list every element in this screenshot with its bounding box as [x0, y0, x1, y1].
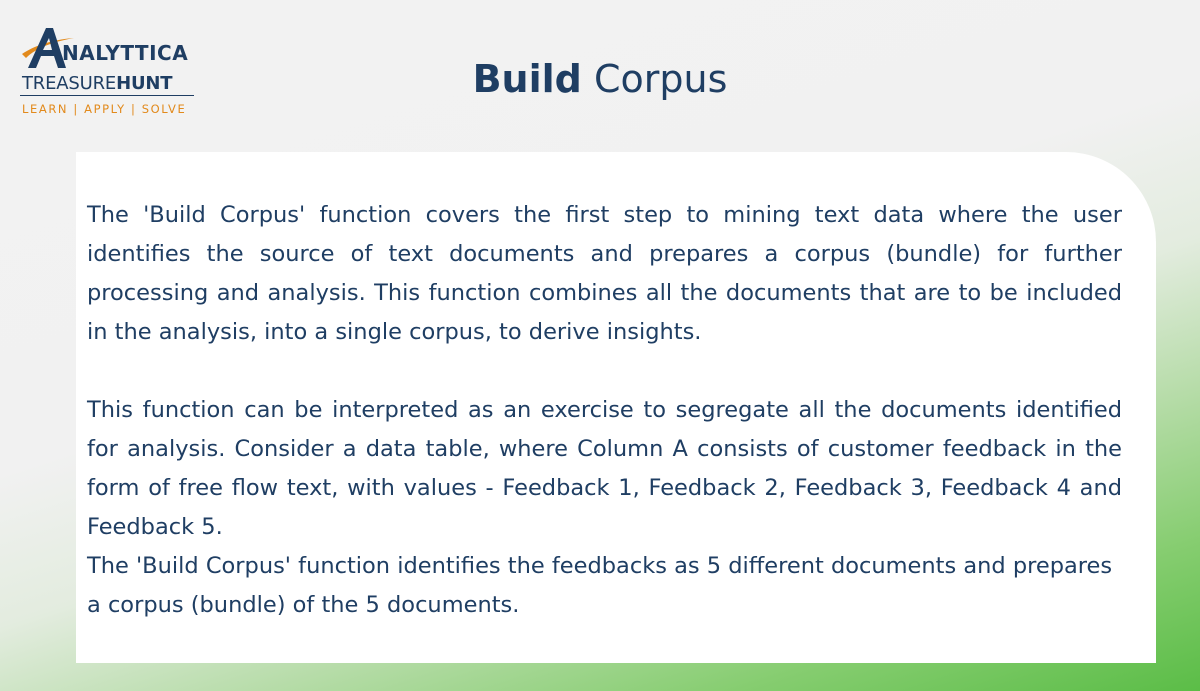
content-card: [76, 152, 1156, 663]
logo-brand-text: NALYTTICA: [62, 41, 189, 65]
paragraph-summary: The 'Build Corpus' function identifies the feedbacks as 5 different documents and prepares a corpus (bundle) of the 5 documents.: [87, 553, 1113, 618]
page-title-bold: Build: [472, 57, 582, 101]
logo-subtitle-left: TREASURE: [22, 73, 117, 94]
page-title: [0, 52, 1200, 106]
paragraph-intro: The 'Build Corpus' function covers the first step to mining text data where the user identifies the source of text documents and prepares a corpus (bundle) for further processing and analysis. This function combines all the documents that are to be included in the analysis, into a single corpus, to derive insights.: [87, 202, 1122, 345]
page-title-normal: Corpus: [593, 57, 728, 101]
logo-tagline: LEARN | APPLY | SOLVE: [22, 102, 187, 116]
logo-subtitle-right: HUNT: [116, 73, 173, 94]
paragraph-example: This function can be interpreted as an exercise to segregate all the documents identified for analysis. Consider a data table, where Column A consists of customer feedback in the form of free flow text, with values - Feedback 1, Feedback 2, Feedback 3, Feedback 4 and Feedback 5.: [87, 397, 1122, 540]
